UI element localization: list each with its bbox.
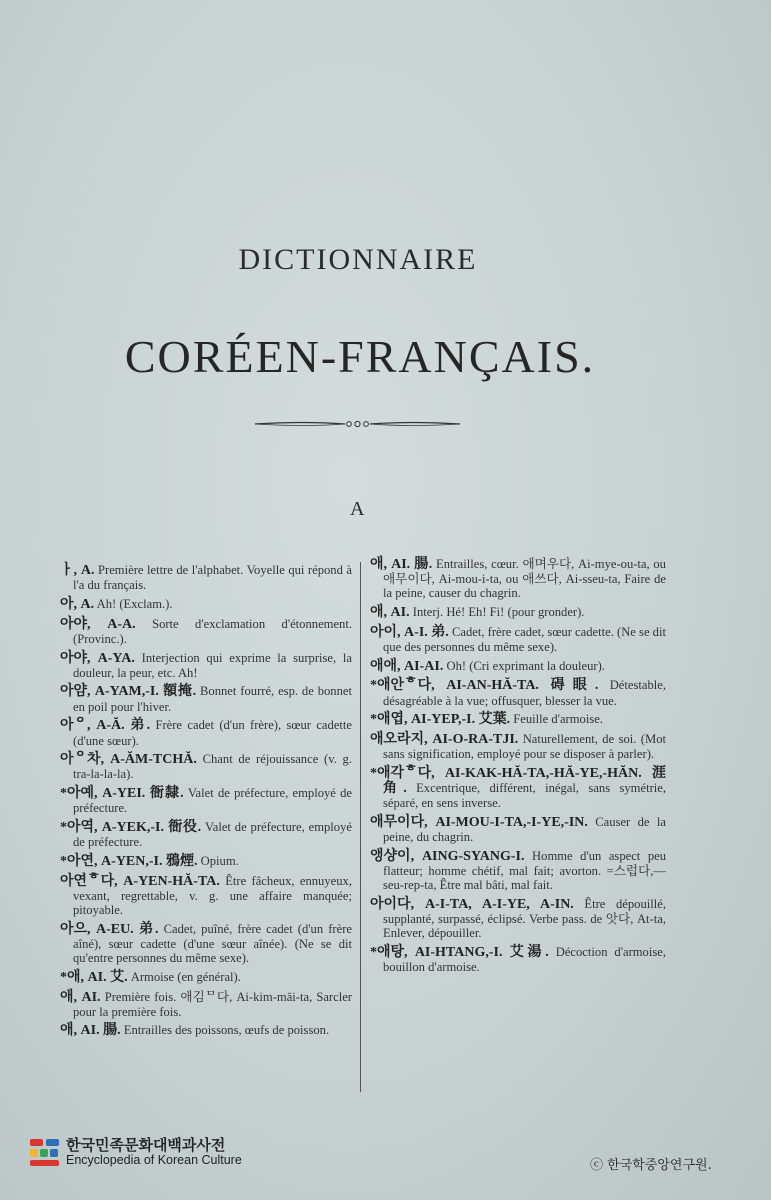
- dictionary-entry: [60, 563, 352, 592]
- entry-definition: Cadet, puîné, frère cadet (d'un frère aîné), sœur cadette (d'une sœur aînée). (Ne se dit qu'entre personnes du même sexe).: [73, 921, 352, 966]
- dictionary-entry: [60, 684, 352, 713]
- entry-definition: Causer de la peine, du chagrin.: [383, 815, 666, 845]
- dictionary-entry: [370, 712, 666, 727]
- dictionary-entry: [370, 605, 666, 620]
- dictionary-entry: [60, 786, 352, 815]
- entry-headword: *애안ᄒ다, AI-AN-HĂ-TA. 碍眼.: [370, 678, 599, 694]
- dictionary-entry: [60, 970, 352, 985]
- entry-headword: *애, AI. 艾.: [60, 969, 128, 985]
- entry-headword: 아연ᄒ다, A-YEN-HĂ-TA.: [60, 873, 220, 889]
- dictionary-entry: [370, 732, 666, 761]
- entry-definition: Entrailles des poissons, œufs de poisson.: [123, 1023, 330, 1038]
- entry-definition: Être dépouillé, supplanté, surpassé, éclipsé. Verbe pass. de 앗다, At-ta, Enlever, dépouiller.: [383, 897, 666, 941]
- entry-definition: Feuille d'armoise.: [513, 712, 603, 727]
- entry-headword: 아얌, A-YAM,-I. 額掩.: [60, 684, 197, 700]
- dictionary-entry: [370, 766, 666, 811]
- entry-headword: 애애, AI-AI.: [370, 658, 444, 674]
- entry-definition: Cadet, frère cadet, sœur cadette. (Ne se dit que des personnes du même sexe).: [383, 624, 666, 655]
- entry-headword: 아야, A-YA.: [60, 650, 135, 666]
- entry-headword: 앵샹이, AING-SYANG-I.: [370, 848, 525, 864]
- entry-headword: 애, AI. 腸.: [60, 1023, 121, 1039]
- entry-headword: 아이, A-I. 弟.: [370, 624, 449, 640]
- title-coreen-francais: CORÉEN-FRANÇAIS.: [124, 331, 596, 382]
- entry-definition: Valet de préfecture, employé de préfecture.: [73, 786, 353, 816]
- dictionary-entry: [60, 990, 352, 1019]
- entry-headword: 아, A.: [60, 596, 95, 612]
- entry-definition: Oh! (Cri exprimant la douleur).: [446, 658, 605, 673]
- dictionary-entry: [60, 854, 352, 869]
- logo-korean-text: 한국민족문화대백과사전: [66, 1136, 226, 1154]
- ornament-divider-icon: [255, 417, 460, 431]
- entry-headword: *애각ᄒ다, AI-KAK-HĂ-TA,-HĂ-YE,-HĂN. 涯角.: [370, 765, 666, 797]
- entry-definition: Valet de préfecture, employé de préfecture.: [73, 820, 352, 850]
- entry-headword: 아야, A-A.: [60, 616, 136, 632]
- entry-headword: *애엽, AI-YEP,-I. 艾葉.: [370, 712, 511, 728]
- dictionary-entry: [60, 597, 352, 612]
- title-dictionnaire: DICTIONNAIRE: [238, 243, 478, 276]
- entry-headword: 애, AI.: [370, 605, 410, 621]
- entry-definition: Armoise (en général).: [130, 969, 241, 984]
- entry-headword: 아ᄋ차, A-ĂM-TCHĂ.: [60, 752, 197, 768]
- dictionary-entry: [60, 752, 352, 781]
- dictionary-entry: [370, 659, 666, 674]
- dictionary-entry: [370, 557, 666, 601]
- copyright-notice: ⓒ 한국학중앙연구원.: [590, 1158, 712, 1173]
- right-column: [370, 557, 666, 979]
- column-divider: [360, 562, 361, 1092]
- entry-definition: Homme d'un aspect peu flatteur; homme chétif, mal fait; avorton. =스럽다,—seu-rep-ta, Être mal bâti, mal fait.: [383, 848, 667, 893]
- dictionary-entry: [370, 815, 666, 844]
- entry-headword: 아이다, A-I-TA, A-I-YE, A-IN.: [370, 897, 574, 913]
- entry-definition: Être fâcheux, ennuyeux, vexant, regrettable, v. g. une affaire manquée; pitoyable.: [73, 873, 352, 918]
- section-letter: A: [350, 498, 365, 520]
- dictionary-entry: [60, 617, 352, 646]
- entry-definition: Frère cadet (d'un frère), sœur cadette (d'une sœur).: [73, 718, 352, 748]
- encyclopedia-logo-icon: [30, 1139, 60, 1167]
- entry-headword: ㅏ, A.: [60, 563, 95, 578]
- dictionary-entry: [60, 874, 352, 918]
- entry-headword: 애무이다, AI-MOU-I-TA,-I-YE,-IN.: [370, 815, 588, 831]
- dictionary-entry: [370, 897, 666, 941]
- entry-definition: Bonnet fourré, esp. de bonnet en poil pour l'hiver.: [73, 684, 352, 714]
- dictionary-entry: [370, 849, 666, 893]
- entry-definition: Première lettre de l'alphabet. Voyelle qui répond à l'a du français.: [73, 563, 352, 593]
- entry-headword: 아으, A-EU. 弟.: [60, 921, 159, 937]
- entry-definition: Ah! (Exclam.).: [96, 596, 173, 611]
- entry-headword: *아역, A-YEK,-I. 衙役.: [60, 820, 202, 836]
- dictionary-entry: [370, 625, 666, 654]
- dictionary-entry: [60, 922, 352, 966]
- entry-headword: *애탕, AI-HTANG,-I. 艾湯.: [370, 945, 549, 961]
- dictionary-entry: [60, 651, 352, 680]
- left-column: [60, 563, 352, 1043]
- entry-definition: Chant de réjouissance (v. g. tra-la-la-la).: [73, 752, 353, 782]
- dictionary-entry: [60, 1023, 352, 1038]
- entry-definition: Excentrique, différent, inégal, sans symétrie, séparé, en sens inverse.: [383, 781, 666, 811]
- entry-headword: 애, AI. 腸.: [370, 557, 433, 572]
- entry-definition: Première fois. 애김ᄆ다, Ai-kim-măi-ta, Sarcler pour la première fois.: [73, 989, 352, 1019]
- dictionary-entry: [60, 718, 352, 747]
- dictionary-entry: [370, 678, 666, 707]
- entry-definition: Sorte d'exclamation d'étonnement. (Provinc.).: [73, 616, 352, 646]
- entry-definition: Naturellement, de soi. (Mot sans signification, employé pour se disposer à parler).: [383, 732, 666, 762]
- entry-headword: 애, AI.: [60, 989, 101, 1005]
- entry-definition: Décoction d'armoise, bouillon d'armoise.: [383, 945, 666, 975]
- entry-definition: Détestable, désagréable à la vue; offusquer, blesser la vue.: [383, 678, 666, 708]
- entry-definition: Interj. Hé! Eh! Fi! (pour gronder).: [412, 605, 585, 620]
- logo-english-text: Encyclopedia of Korean Culture: [66, 1153, 242, 1167]
- entry-headword: 아ᄋ, A-Ă. 弟.: [60, 718, 151, 734]
- entry-headword: 애오라지, AI-O-RA-TJI.: [370, 732, 519, 748]
- entry-definition: Opium.: [200, 853, 239, 868]
- footer-logo: [30, 1138, 242, 1168]
- entry-definition: Entrailles, cœur. 애며우다, Ai-mye-ou-ta, ou 애무이다, Ai-mou-i-ta, ou 애쓰다, Ai-sseu-ta, Faire de la peine, causer du chagrin.: [383, 557, 666, 601]
- entry-definition: Interjection qui exprime la surprise, la douleur, la peur, etc. Ah!: [73, 650, 353, 680]
- dictionary-entry: [60, 820, 352, 849]
- dictionary-entry: [370, 945, 666, 974]
- entry-headword: *아연, A-YEN,-I. 鴉煙.: [60, 853, 198, 869]
- entry-headword: *아예, A-YEI. 衙隸.: [60, 786, 184, 802]
